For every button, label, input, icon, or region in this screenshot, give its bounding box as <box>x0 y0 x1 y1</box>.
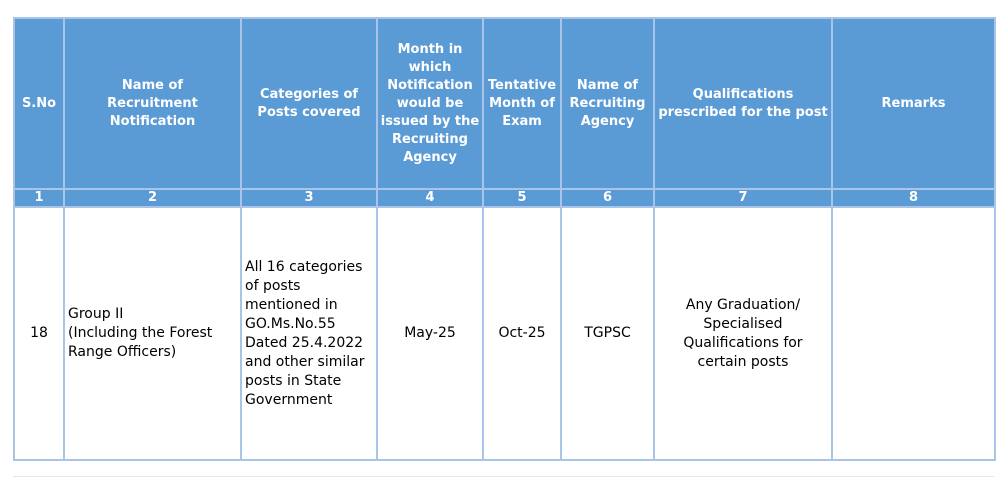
header-remarks: Remarks <box>832 18 995 189</box>
recruitment-table <box>13 17 996 461</box>
cell-exam-month: Oct-25 <box>483 207 561 460</box>
cell-agency: TGPSC <box>561 207 654 460</box>
header-row <box>14 18 995 189</box>
header-categories: Categories of Posts covered <box>241 18 377 189</box>
header-exam-month: Tentative Month of Exam <box>483 18 561 189</box>
cell-notification-month: May-25 <box>377 207 483 460</box>
recruitment-table-wrapper <box>13 17 996 461</box>
header-notification-month: Month in which Notification would be issued by the Recruiting Agency <box>377 18 483 189</box>
column-number: 5 <box>483 189 561 207</box>
cell-categories: All 16 categories of posts mentioned in GO.Ms.No.55 Dated 25.4.2022 and other similar posts in State Government <box>241 207 377 460</box>
notification-subtitle: (Including the Forest Range Officers) <box>68 325 213 360</box>
cell-remarks <box>832 207 995 460</box>
notification-name: Group II <box>68 306 124 322</box>
cell-qualifications: Any Graduation/ Specialised Qualifications for certain posts <box>654 207 832 460</box>
header-qualifications: Qualifications prescribed for the post <box>654 18 832 189</box>
column-number: 4 <box>377 189 483 207</box>
column-number: 6 <box>561 189 654 207</box>
column-number: 3 <box>241 189 377 207</box>
cell-recruitment-notification <box>64 207 241 460</box>
cell-sno: 18 <box>14 207 64 460</box>
column-number-row <box>14 189 995 207</box>
column-number: 2 <box>64 189 241 207</box>
column-number: 7 <box>654 189 832 207</box>
header-recruiting-agency: Name of Recruiting Agency <box>561 18 654 189</box>
header-recruitment-notification: Name of Recruitment Notification <box>64 18 241 189</box>
column-number: 1 <box>14 189 64 207</box>
header-sno: S.No <box>14 18 64 189</box>
table-row <box>14 207 995 460</box>
column-number: 8 <box>832 189 995 207</box>
